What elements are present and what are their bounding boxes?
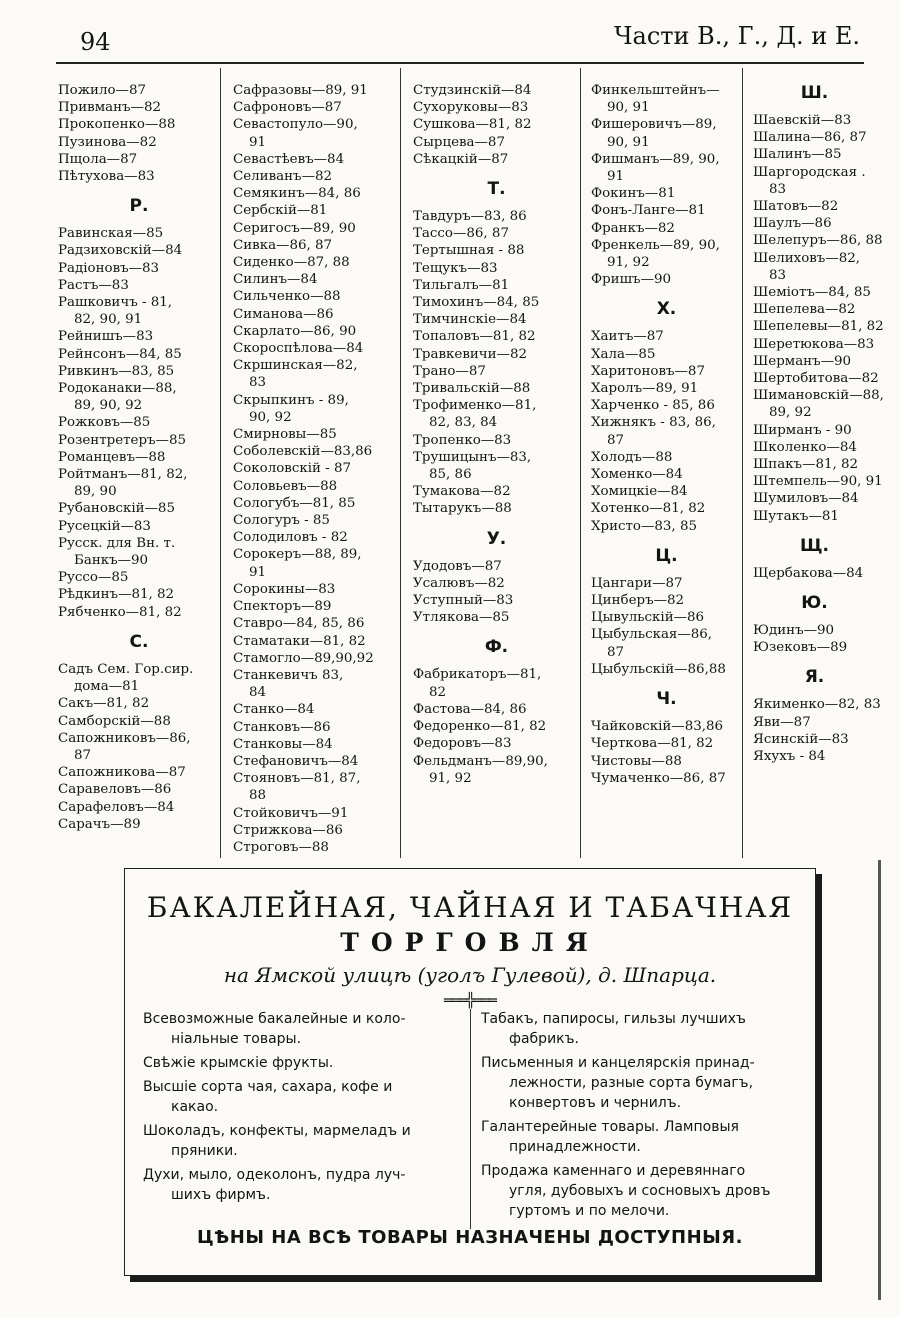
directory-entry: Шелиховъ—82, [753,250,860,266]
directory-entry: Рубановскій—85 [58,501,175,517]
directory-entry: Школенко—84 [753,439,857,455]
directory-entry: Севастопуло—90, [233,117,358,133]
directory-entry: Скршинская—82, [233,358,358,374]
directory-entry: Ривкинъ—83, 85 [58,363,175,379]
directory-entry-continuation: 90, 91 [607,100,650,116]
directory-entry: Тытарукъ—88 [413,501,512,517]
directory-entry: Шутакъ—81 [753,508,839,524]
directory-entry: Штемпель—90, 91 [753,474,883,490]
directory-entry: Христо—83, 85 [591,518,697,534]
directory-entry: Рейнишъ—83 [58,329,154,345]
directory-entry: Шалина—86, 87 [753,130,867,146]
directory-entry: Тильгалъ—81 [413,277,510,293]
directory-entry: Чистовы—88 [591,753,682,769]
directory-entry-continuation: 83 [769,267,787,283]
directory-entry: Пѣтухова—83 [58,169,155,185]
directory-entry: Скарлато—86, 90 [233,323,357,339]
directory-entry: Чумаченко—86, 87 [591,770,726,786]
directory-entry: Соловьевъ—88 [233,478,338,494]
ad-item [143,1165,460,1205]
directory-entry: Цыбульская—86, [591,627,713,643]
directory-entry: Усалювъ—82 [413,575,505,591]
section-letter: Ч. [656,689,677,710]
directory-entry: Фишеровичъ—89, [591,117,717,133]
section-letter: Я. [804,667,825,688]
directory-entry-continuation: 84 [249,685,267,701]
page-header [58,22,860,62]
directory-entry: Фришъ—90 [591,272,672,288]
directory-entry: Руссо—85 [58,570,129,586]
directory-entry: Сакъ—81, 82 [58,696,150,712]
directory-entry: Сорокины—83 [233,581,336,597]
directory-entry: Симанова—86 [233,306,334,322]
directory-entry: Тумакова—82 [413,484,511,500]
directory-entry-continuation: 91, 92 [429,770,472,786]
directory-entry-continuation: 91 [249,134,267,150]
ad-item-line: угля, дубовыхъ и сосновыхъ дровъ [509,1183,771,1199]
ad-heading: БАКАЛЕЙНАЯ, ЧАЙНАЯ И ТАБАЧНАЯ [146,891,794,924]
directory-entry: Пщола—87 [58,151,138,167]
directory-entry: Сапожниковъ—86, [58,730,191,746]
directory-entry-continuation: 91 [607,169,625,185]
page-edge-mark [878,860,881,1300]
directory-entry: Цывульскій—86 [591,610,705,626]
ad-item [143,1009,460,1049]
directory-entry-continuation: 83 [249,375,267,391]
ad-item [481,1161,797,1221]
directory-entry: Скороспѣлова—84 [233,341,364,357]
directory-entry: Станкевичъ 83, [233,667,344,683]
directory-entry: Черткова—81, 82 [591,736,714,752]
directory-entry: Саравеловъ—86 [58,782,172,798]
directory-entry: Сиденко—87, 88 [233,255,350,271]
directory-entry: Якименко—82, 83 [753,697,881,713]
directory-entry: Рашковичъ - 81, [58,295,173,311]
directory-entry: Шеретюкова—83 [753,336,875,352]
ad-item-line: какао. [171,1099,219,1115]
directory-entry: Ясинскій—83 [753,731,849,747]
ad-item-line: Свѣжіе крымскіе фрукты. [143,1055,334,1071]
directory-entry-continuation: 85, 86 [429,467,472,483]
directory-entry: Пузинова—82 [58,134,157,150]
directory-entry: Шаевскій—83 [753,113,852,128]
directory-entry: Шепелевы—81, 82 [753,319,884,335]
directory-entry: Серигосъ—89, 90 [233,220,356,236]
directory-entry: Тертышная - 88 [413,243,525,259]
directory-entry: Сологубъ—81, 85 [233,495,356,511]
section-letter: У. [486,528,507,549]
directory-entry: Холодъ—88 [591,449,673,465]
directory-entry: Сивка—86, 87 [233,237,333,253]
ad-item [481,1117,797,1157]
directory-entry: Харченко - 85, 86 [591,398,715,414]
directory-entry: Хомицкіе—84 [591,484,688,500]
directory-entry-continuation: 91, 92 [607,255,650,271]
directory-entry-continuation: дома—81 [74,679,140,695]
directory-entry-continuation: 87 [607,644,625,660]
ad-item-line: Письменныя и канцелярскія принад- [481,1055,755,1071]
directory-entry: Стефановичъ—84 [233,753,359,769]
ad-item-line: конвертовъ и чернилъ. [509,1095,682,1111]
directory-entry: Чайковскій—83,86 [591,719,724,735]
directory-entry: Федоровъ—83 [413,736,512,752]
directory-entry: Харитоновъ—87 [591,363,705,379]
section-letter: Щ. [800,535,829,556]
directory-column [580,68,742,858]
section-letter: Р. [129,196,149,217]
directory-entry: Ставро—84, 85, 86 [233,616,365,632]
directory-entry: Смирновы—85 [233,427,337,443]
directory-entry: Семякинъ—84, 86 [233,186,361,202]
directory-entry: Розентретеръ—85 [58,432,186,448]
directory-entry: Цинберъ—82 [591,593,685,609]
directory-entry: Стояновъ—81, 87, [233,771,361,787]
section-letter: Ц. [655,545,678,566]
directory-entry: Фокинъ—81 [591,186,676,202]
directory-entry: Хаитъ—87 [591,329,664,345]
directory-entry: Щербакова—84 [753,565,864,581]
ad-item-line: шихъ фирмъ. [171,1187,271,1203]
section-letter: Т. [487,179,506,200]
directory-entry: Пожило—87 [58,83,146,98]
ad-item-line: принадлежности. [509,1139,641,1155]
directory-entry: Уступный—83 [413,593,514,609]
directory-entry: Соболевскій—83,86 [233,444,373,460]
ad-item [481,1009,797,1049]
ad-item [143,1077,460,1117]
directory-entry: Романцевъ—88 [58,449,166,465]
directory-entry-continuation: 88 [249,788,267,804]
directory-entry: Топаловъ—81, 82 [413,329,536,345]
directory-entry-continuation: 82, 90, 91 [74,312,143,328]
section-letter: Ю. [801,593,828,614]
ad-left-column [143,1009,470,1229]
directory-entry: Хижнякъ - 83, 86, [591,415,716,431]
directory-entry: Френкель—89, 90, [591,237,720,253]
directory-entry-continuation: 89, 90, 92 [74,398,143,414]
directory-entry: Студзинскій—84 [413,83,532,98]
running-title: Части В., Г., Д. и Е. [613,22,860,50]
directory-entry: Фабрикаторъ—81, [413,667,542,683]
directory-entry: Шертобитова—82 [753,371,879,387]
directory-entry: Фонъ-Ланге—81 [591,203,706,219]
header-rule [56,62,864,64]
directory-entry: Рейнсонъ—84, 85 [58,346,182,362]
directory-entry: Яхухъ - 84 [753,749,826,765]
ad-item-line: Галантерейные товары. Ламповыя [481,1119,739,1135]
directory-entry: Шеміотъ—84, 85 [753,285,871,301]
directory-entry: Станко—84 [233,702,315,718]
directory-entry: Садъ Сем. Гор.сир. [58,661,194,677]
directory-entry: Сорокеръ—88, 89, [233,547,362,563]
ad-item-line: гуртомъ и по мелочи. [509,1203,670,1219]
directory-entry-continuation: Банкъ—90 [74,553,149,569]
ad-item [143,1121,460,1161]
section-letter: С. [129,631,149,652]
directory-entry: Шаргородская . [753,164,866,180]
ad-address: на Ямской улицѣ (уголъ Гулевой), д. Шпарца. [223,963,717,987]
directory-entry: Стойковичъ—91 [233,805,349,821]
directory-entry: Утлякова—85 [413,610,510,626]
ad-item-line: пряники. [171,1143,238,1159]
directory-entry: Харолъ—89, 91 [591,381,699,397]
directory-entry-continuation: 87 [607,432,625,448]
directory-entry: Трано—87 [413,363,486,379]
directory-columns [56,68,884,858]
directory-entry-continuation: 89, 90 [74,484,117,500]
directory-entry: Федоренко—81, 82 [413,719,547,735]
directory-entry: Шаулъ—86 [753,216,832,232]
directory-entry: Сушкова—81, 82 [413,117,532,133]
directory-entry: Трофименко—81, [413,398,537,414]
directory-entry: Юзековъ—89 [753,640,848,656]
ornament-divider: ═══╬═══ [443,993,496,1009]
directory-entry: Цангари—87 [591,575,683,591]
directory-entry: Фельдманъ—89,90, [413,753,548,769]
directory-entry: Удодовъ—87 [413,558,502,574]
directory-entry-continuation: 91 [249,564,267,580]
directory-entry-continuation: 82 [429,684,447,700]
directory-entry-continuation: 83 [769,181,787,197]
directory-entry: Шерманъ—90 [753,353,852,369]
directory-entry: Строговъ—88 [233,839,329,855]
directory-entry: Шумиловъ—84 [753,491,859,507]
directory-entry: Ширманъ - 90 [753,422,852,438]
directory-entry-continuation: 90, 91 [607,134,650,150]
directory-entry: Тещукъ—83 [413,260,498,276]
directory-entry: Франкъ—82 [591,220,675,236]
directory-entry: Сологуръ - 85 [233,513,330,529]
ad-item-line: Всевозможные бакалейные и коло- [143,1011,406,1027]
directory-entry: Рожковъ—85 [58,415,151,431]
directory-entry: Трушицынъ—83, [413,449,532,465]
directory-entry: Селиванъ—82 [233,169,332,185]
directory-entry: Рябченко—81, 82 [58,604,182,620]
ad-columns [143,1009,797,1229]
ad-right-column [470,1009,797,1229]
directory-entry: Стамогло—89,90,92 [233,650,374,666]
directory-entry: Хотенко—81, 82 [591,501,706,517]
ad-item-line: фабрикъ. [509,1031,579,1047]
directory-entry: Прокопенко—88 [58,117,176,133]
directory-entry: Соколовскій - 87 [233,461,351,477]
directory-entry: Шелепуръ—86, 88 [753,233,883,249]
directory-entry: Силинъ—84 [233,272,318,288]
directory-entry: Юдинъ—90 [753,623,835,639]
directory-entry: Шалинъ—85 [753,147,842,163]
directory-entry-continuation: 87 [74,747,92,763]
directory-entry: Сербскій—81 [233,203,328,219]
page-number: 94 [80,28,111,56]
ad-item [143,1053,460,1073]
directory-entry: Тривальскій—88 [413,381,531,397]
directory-entry: Спекторъ—89 [233,599,332,615]
directory-entry: Шпакъ—81, 82 [753,457,859,473]
directory-entry: Родоканаки—88, [58,381,177,397]
directory-entry: Сырцева—87 [413,134,505,150]
directory-entry: Сапожникова—87 [58,765,186,781]
directory-column [56,68,220,858]
directory-entry: Травкевичи—82 [413,346,527,362]
ad-item-line: ніальные товары. [171,1031,302,1047]
directory-column [220,68,400,858]
directory-entry: Радзиховскій—84 [58,243,183,259]
directory-entry: Севастѣевъ—84 [233,151,345,167]
directory-entry: Станковъ—86 [233,719,331,735]
directory-entry: Станковы—84 [233,736,333,752]
ad-item-line: лежности, разные сорта бумагъ, [509,1075,754,1091]
directory-entry: Равинская—85 [58,226,164,242]
directory-entry: Сафроновъ—87 [233,100,342,116]
directory-entry: Шимановскій—88, [753,388,884,404]
directory-entry: Тавдуръ—83, 86 [413,209,527,225]
directory-entry: Сарачъ—89 [58,816,141,832]
ad-item [481,1053,797,1113]
ad-footer: ЦѢНЫ НА ВСѢ ТОВАРЫ НАЗНАЧЕНЫ ДОСТУПНЫЯ. [196,1227,743,1248]
ad-subheading: ТОРГОВЛЯ [340,928,600,957]
directory-entry: Стаматаки—81, 82 [233,633,366,649]
directory-entry: Сѣкацкій—87 [413,151,509,167]
directory-column [400,68,580,858]
directory-entry: Шатовъ—82 [753,199,839,215]
directory-entry-continuation: 90, 92 [249,409,292,425]
ad-item-line: Шоколадъ, конфекты, мармеладъ и [143,1123,411,1139]
directory-entry: Фишманъ—89, 90, [591,151,720,167]
section-letter: Ф. [484,637,509,658]
directory-entry: Шепелева—82 [753,302,856,318]
directory-entry: Скрыпкинъ - 89, [233,392,349,408]
ad-item-line: Высшіе сорта чая, сахара, кофе и [143,1079,393,1095]
directory-entry: Хала—85 [591,346,656,362]
ad-item-line: Продажа каменнаго и деревяннаго [481,1163,746,1179]
directory-entry: Хоменко—84 [591,467,683,483]
directory-entry: Сарафеловъ—84 [58,799,175,815]
directory-entry: Сухоруковы—83 [413,100,529,116]
directory-entry: Рѣдкинъ—81, 82 [58,587,175,603]
directory-entry: Русецкій—83 [58,518,151,534]
directory-entry: Фастова—84, 86 [413,701,527,717]
directory-entry: Цыбульскій—86,88 [591,661,726,677]
directory-entry-continuation: 82, 83, 84 [429,415,498,431]
ad-item-line: Духи, мыло, одеколонъ, пудра луч- [143,1167,406,1183]
directory-entry: Сафразовы—89, 91 [233,83,368,98]
directory-entry-continuation: 89, 92 [769,405,812,421]
directory-entry: Привманъ—82 [58,100,161,116]
directory-entry: Русск. для Вн. т. [58,535,176,551]
directory-entry: Яви—87 [753,714,811,730]
directory-entry: Самборскій—88 [58,713,171,729]
directory-entry: Тимчинскіе—84 [413,312,527,328]
ad-item-line: Табакъ, папиросы, гильзы лучшихъ [481,1011,746,1027]
section-letter: Х. [656,299,677,320]
directory-entry: Стрижкова—86 [233,822,343,838]
directory-entry: Финкельштейнъ— [591,83,720,98]
directory-entry: Тимохинъ—84, 85 [413,295,540,311]
advertisement [124,868,816,1276]
directory-column [742,68,884,858]
section-letter: Ш. [800,83,829,103]
directory-entry: Сильченко—88 [233,289,341,305]
directory-entry: Тропенко—83 [413,432,512,448]
directory-entry: Радіоновъ—83 [58,260,160,276]
directory-entry: Растъ—83 [58,277,129,293]
directory-entry: Тассо—86, 87 [413,226,509,242]
directory-entry: Солодиловъ - 82 [233,530,348,546]
directory-entry: Ройтманъ—81, 82, [58,467,188,483]
